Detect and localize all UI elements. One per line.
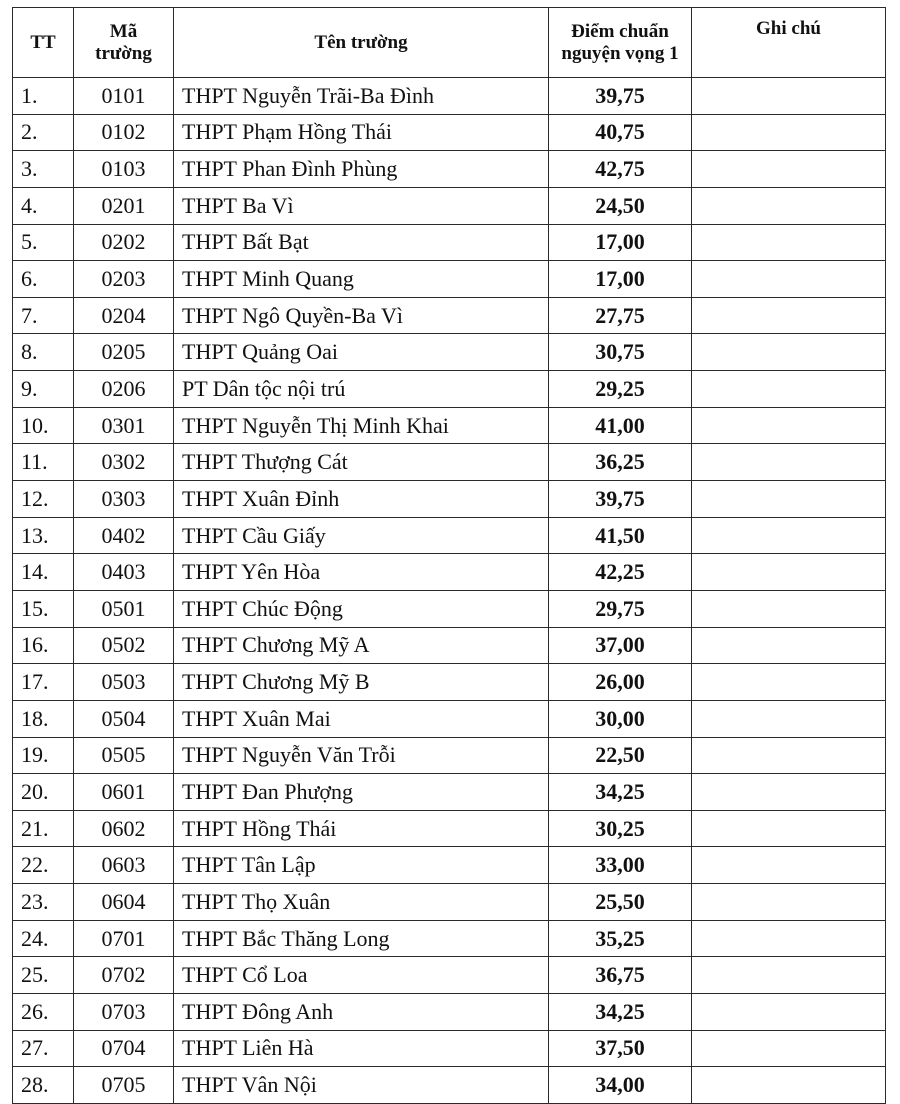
cell-ghi-chu	[692, 371, 886, 408]
cell-ten-truong: THPT Tân Lập	[174, 847, 549, 884]
cell-ten-truong: THPT Bắc Thăng Long	[174, 920, 549, 957]
cell-ten-truong: THPT Vân Nội	[174, 1067, 549, 1104]
cell-ghi-chu	[692, 700, 886, 737]
cell-ma-truong: 0403	[74, 554, 174, 591]
table-row	[13, 847, 886, 884]
cell-diem-chuan: 27,75	[549, 297, 692, 334]
cell-ten-truong: THPT Chúc Động	[174, 590, 549, 627]
cell-ma-truong: 0602	[74, 810, 174, 847]
cell-ghi-chu	[692, 920, 886, 957]
cell-diem-chuan: 22,50	[549, 737, 692, 774]
cell-tt: 4.	[13, 187, 74, 224]
table-row	[13, 554, 886, 591]
cell-tt: 9.	[13, 371, 74, 408]
cell-tt: 2.	[13, 114, 74, 151]
cell-ma-truong: 0603	[74, 847, 174, 884]
table-row	[13, 114, 886, 151]
table-row	[13, 957, 886, 994]
cell-ghi-chu	[692, 810, 886, 847]
cell-diem-chuan: 36,25	[549, 444, 692, 481]
table-row	[13, 334, 886, 371]
cell-ghi-chu	[692, 444, 886, 481]
header-row	[13, 8, 886, 78]
cell-tt: 23.	[13, 884, 74, 921]
header-diem-line1: Điểm chuẩn	[571, 20, 669, 42]
cell-diem-chuan: 17,00	[549, 261, 692, 298]
table-row	[13, 627, 886, 664]
cell-ten-truong: THPT Đan Phượng	[174, 774, 549, 811]
cell-ten-truong: THPT Phan Đình Phùng	[174, 151, 549, 188]
table-row	[13, 187, 886, 224]
cell-ghi-chu	[692, 847, 886, 884]
cell-ma-truong: 0301	[74, 407, 174, 444]
cell-diem-chuan: 24,50	[549, 187, 692, 224]
cell-ma-truong: 0702	[74, 957, 174, 994]
table-header	[13, 8, 886, 78]
cell-ghi-chu	[692, 590, 886, 627]
cell-tt: 7.	[13, 297, 74, 334]
cell-ten-truong: THPT Đông Anh	[174, 994, 549, 1031]
cell-ghi-chu	[692, 884, 886, 921]
cell-ma-truong: 0302	[74, 444, 174, 481]
cell-ten-truong: THPT Phạm Hồng Thái	[174, 114, 549, 151]
cell-ma-truong: 0701	[74, 920, 174, 957]
table-body	[13, 78, 886, 1104]
cell-ghi-chu	[692, 224, 886, 261]
cell-ma-truong: 0501	[74, 590, 174, 627]
cell-ten-truong: THPT Ba Vì	[174, 187, 549, 224]
header-tt: TT	[13, 8, 74, 78]
table-row	[13, 151, 886, 188]
cell-tt: 16.	[13, 627, 74, 664]
table-row	[13, 810, 886, 847]
cell-tt: 24.	[13, 920, 74, 957]
header-ma-line1: Mã	[109, 20, 138, 42]
cell-ten-truong: THPT Ngô Quyền-Ba Vì	[174, 297, 549, 334]
cell-ghi-chu	[692, 737, 886, 774]
table-row	[13, 261, 886, 298]
cell-ma-truong: 0101	[74, 78, 174, 115]
cell-diem-chuan: 30,00	[549, 700, 692, 737]
cell-ten-truong: THPT Liên Hà	[174, 1030, 549, 1067]
cell-ma-truong: 0205	[74, 334, 174, 371]
cell-ghi-chu	[692, 994, 886, 1031]
cell-ma-truong: 0402	[74, 517, 174, 554]
cell-diem-chuan: 34,00	[549, 1067, 692, 1104]
table-row	[13, 78, 886, 115]
cell-ghi-chu	[692, 261, 886, 298]
cell-tt: 27.	[13, 1030, 74, 1067]
cell-ma-truong: 0303	[74, 481, 174, 518]
cell-tt: 15.	[13, 590, 74, 627]
cell-diem-chuan: 30,75	[549, 334, 692, 371]
cell-ten-truong: PT Dân tộc nội trú	[174, 371, 549, 408]
cell-diem-chuan: 29,25	[549, 371, 692, 408]
cell-ghi-chu	[692, 297, 886, 334]
cell-ghi-chu	[692, 517, 886, 554]
cell-diem-chuan: 41,50	[549, 517, 692, 554]
cell-ghi-chu	[692, 407, 886, 444]
cell-ma-truong: 0705	[74, 1067, 174, 1104]
cell-diem-chuan: 37,50	[549, 1030, 692, 1067]
document-page	[12, 7, 885, 1104]
cell-tt: 13.	[13, 517, 74, 554]
cell-tt: 17.	[13, 664, 74, 701]
cell-tt: 3.	[13, 151, 74, 188]
cell-tt: 14.	[13, 554, 74, 591]
cell-ghi-chu	[692, 774, 886, 811]
header-ghi-chu: Ghi chú	[692, 8, 886, 78]
cell-diem-chuan: 42,75	[549, 151, 692, 188]
cell-ten-truong: THPT Hồng Thái	[174, 810, 549, 847]
cell-diem-chuan: 29,75	[549, 590, 692, 627]
cell-diem-chuan: 34,25	[549, 774, 692, 811]
cell-ghi-chu	[692, 1030, 886, 1067]
table-row	[13, 407, 886, 444]
cell-ma-truong: 0103	[74, 151, 174, 188]
table-row	[13, 297, 886, 334]
cell-ma-truong: 0601	[74, 774, 174, 811]
cell-tt: 12.	[13, 481, 74, 518]
cell-ma-truong: 0503	[74, 664, 174, 701]
table-row	[13, 884, 886, 921]
cell-ma-truong: 0206	[74, 371, 174, 408]
table-row	[13, 664, 886, 701]
cell-tt: 20.	[13, 774, 74, 811]
cell-ghi-chu	[692, 481, 886, 518]
header-ma-truong	[74, 8, 174, 78]
cell-tt: 19.	[13, 737, 74, 774]
cell-tt: 10.	[13, 407, 74, 444]
cell-ghi-chu	[692, 957, 886, 994]
cell-ma-truong: 0604	[74, 884, 174, 921]
cell-tt: 1.	[13, 78, 74, 115]
cell-tt: 6.	[13, 261, 74, 298]
cell-diem-chuan: 37,00	[549, 627, 692, 664]
cell-ten-truong: THPT Cổ Loa	[174, 957, 549, 994]
header-diem-line2: nguyện vọng 1	[561, 42, 679, 64]
cell-ma-truong: 0704	[74, 1030, 174, 1067]
cell-tt: 11.	[13, 444, 74, 481]
cell-diem-chuan: 40,75	[549, 114, 692, 151]
table-row	[13, 481, 886, 518]
cell-diem-chuan: 35,25	[549, 920, 692, 957]
cell-ten-truong: THPT Chương Mỹ B	[174, 664, 549, 701]
table-row	[13, 590, 886, 627]
cell-ten-truong: THPT Minh Quang	[174, 261, 549, 298]
cell-ghi-chu	[692, 187, 886, 224]
cell-ma-truong: 0703	[74, 994, 174, 1031]
cell-ten-truong: THPT Quảng Oai	[174, 334, 549, 371]
cell-ten-truong: THPT Xuân Mai	[174, 700, 549, 737]
cell-ten-truong: THPT Bất Bạt	[174, 224, 549, 261]
cell-ten-truong: THPT Thượng Cát	[174, 444, 549, 481]
cell-diem-chuan: 25,50	[549, 884, 692, 921]
cell-diem-chuan: 26,00	[549, 664, 692, 701]
cell-tt: 21.	[13, 810, 74, 847]
header-diem-chuan	[549, 8, 692, 78]
cell-tt: 26.	[13, 994, 74, 1031]
cell-tt: 25.	[13, 957, 74, 994]
cell-ten-truong: THPT Yên Hòa	[174, 554, 549, 591]
cell-ma-truong: 0504	[74, 700, 174, 737]
cell-diem-chuan: 30,25	[549, 810, 692, 847]
cell-diem-chuan: 39,75	[549, 78, 692, 115]
cell-ma-truong: 0505	[74, 737, 174, 774]
cell-diem-chuan: 42,25	[549, 554, 692, 591]
cell-ma-truong: 0102	[74, 114, 174, 151]
table-row	[13, 994, 886, 1031]
cell-ghi-chu	[692, 114, 886, 151]
table-row	[13, 737, 886, 774]
table-row	[13, 920, 886, 957]
cell-tt: 22.	[13, 847, 74, 884]
header-ten-truong: Tên trường	[174, 8, 549, 78]
cell-diem-chuan: 41,00	[549, 407, 692, 444]
cell-ma-truong: 0204	[74, 297, 174, 334]
table-row	[13, 517, 886, 554]
table-row	[13, 444, 886, 481]
cell-tt: 8.	[13, 334, 74, 371]
cell-ten-truong: THPT Xuân Đỉnh	[174, 481, 549, 518]
cell-ghi-chu	[692, 554, 886, 591]
cell-ten-truong: THPT Nguyễn Văn Trỗi	[174, 737, 549, 774]
cell-diem-chuan: 39,75	[549, 481, 692, 518]
cell-tt: 5.	[13, 224, 74, 261]
cell-ma-truong: 0502	[74, 627, 174, 664]
cell-ten-truong: THPT Chương Mỹ A	[174, 627, 549, 664]
cell-diem-chuan: 33,00	[549, 847, 692, 884]
cell-diem-chuan: 36,75	[549, 957, 692, 994]
table-row	[13, 224, 886, 261]
table-row	[13, 774, 886, 811]
cell-diem-chuan: 17,00	[549, 224, 692, 261]
table-row	[13, 371, 886, 408]
cell-ten-truong: THPT Nguyễn Thị Minh Khai	[174, 407, 549, 444]
cell-ten-truong: THPT Thọ Xuân	[174, 884, 549, 921]
table-row	[13, 700, 886, 737]
cell-ghi-chu	[692, 151, 886, 188]
header-ma-line2: trường	[95, 42, 152, 64]
cell-ten-truong: THPT Nguyễn Trãi-Ba Đình	[174, 78, 549, 115]
table-row	[13, 1030, 886, 1067]
cell-ten-truong: THPT Cầu Giấy	[174, 517, 549, 554]
cell-ghi-chu	[692, 334, 886, 371]
cell-ghi-chu	[692, 664, 886, 701]
cell-ma-truong: 0201	[74, 187, 174, 224]
cell-ma-truong: 0202	[74, 224, 174, 261]
cell-ghi-chu	[692, 78, 886, 115]
cell-ghi-chu	[692, 627, 886, 664]
cell-tt: 28.	[13, 1067, 74, 1104]
cell-tt: 18.	[13, 700, 74, 737]
cell-diem-chuan: 34,25	[549, 994, 692, 1031]
admission-scores-table	[12, 7, 886, 1104]
cell-ma-truong: 0203	[74, 261, 174, 298]
